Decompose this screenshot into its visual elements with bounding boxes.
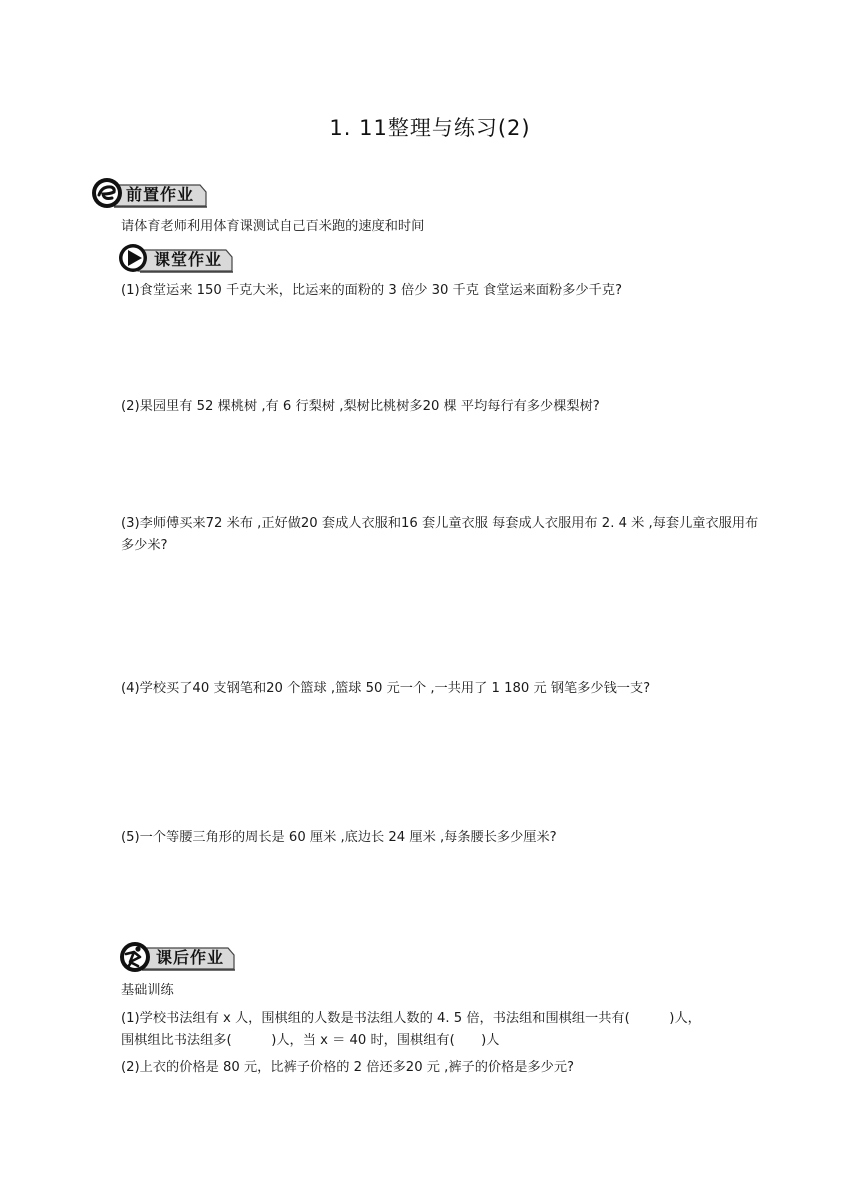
pre-work-header xyxy=(90,176,214,210)
class-work-label: 课堂作业 xyxy=(154,250,223,269)
pre-work-label: 前置作业 xyxy=(126,185,195,204)
page-title: 1. 11整理与练习(2) xyxy=(329,116,531,140)
question-5: (5)一个等腰三角形的周长是 60 厘米 ,底边长 24 厘米 ,每条腰长多少厘米? xyxy=(121,830,557,845)
question-4: (4)学校买了40 支钢笔和20 个篮球 ,篮球 50 元一个 ,一共用了 1 180 元 钢笔多少钱一支? xyxy=(121,681,651,696)
question-2: (2)果园里有 52 棵桃树 ,有 6 行梨树 ,梨树比桃树多20 棵 平均每行有多少棵梨树? xyxy=(121,399,600,414)
after-class-header xyxy=(118,940,242,974)
homework-question-2: (2)上衣的价格是 80 元，比裤子价格的 2 倍还多20 元 ,裤子的价格是多少元? xyxy=(121,1060,575,1075)
basic-training-heading: 基础训练 xyxy=(121,983,174,998)
homework-question-1-line-1: (1)学校书法组有 x 人，围棋组的人数是书法组人数的 4. 5 倍，书法组和围棋组一共有( )人， xyxy=(121,1011,701,1026)
pre-work-text: 请体育老师利用体育课测试自己百米跑的速度和时间 xyxy=(121,219,425,234)
question-3: (3)李师傅买来72 米布 ,正好做20 套成人衣服和16 套儿童衣服 每套成人衣服用布 2. 4 米 ,每套儿童衣服用布多少米? xyxy=(121,516,759,553)
class-work-header xyxy=(118,242,240,276)
question-1: (1)食堂运来 150 千克大米，比运来的面粉的 3 倍少 30 千克 食堂运来面粉多少千克? xyxy=(121,283,622,298)
homework-question-1-line-2: 围棋组比书法组多( )人，当 x ＝ 40 时，围棋组有( )人 xyxy=(121,1033,500,1048)
after-class-label: 课后作业 xyxy=(156,948,225,967)
